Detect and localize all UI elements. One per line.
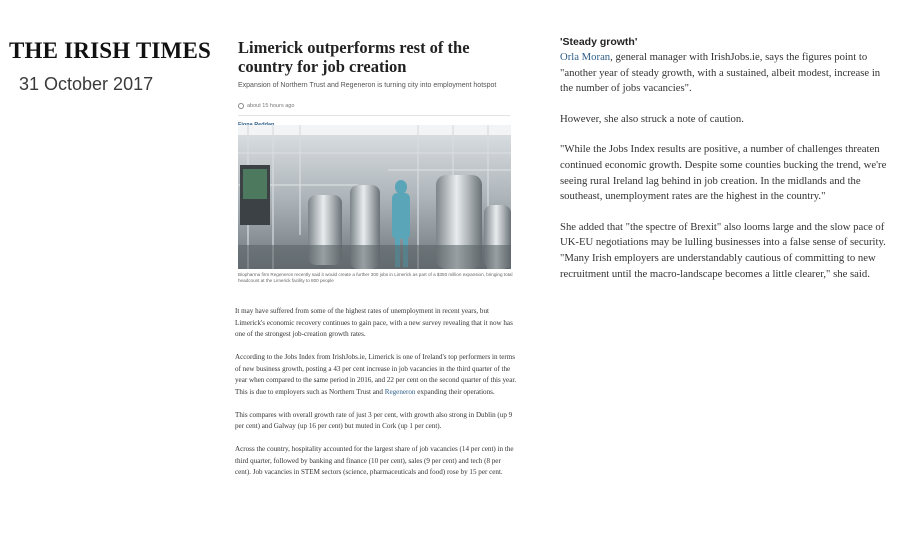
article-header bbox=[238, 38, 518, 128]
clock-icon bbox=[238, 103, 244, 109]
continued-paragraph-1 bbox=[560, 50, 890, 97]
article-standfirst: Expansion of Northern Trust and Regeneron is turning city into employment hotspot bbox=[238, 82, 497, 89]
body-paragraph-3: This compares with overall growth rate of just 3 per cent, with growth also strong in Dublin (up 9 per cent) and Galway (up 16 per cent) but muted in Cork (up 1 per cent). bbox=[235, 410, 513, 430]
body-paragraph-4: Across the country, hospitality accounted for the largest share of job vacancies (14 per cent) in the third quarter, followed by banking and finance (10 per cent), sales (9 per cent) and tech (8 per cent). Job vacancies in STEM sectors (science, pharmaceuticals and food) rose by 15 per cent. bbox=[235, 445, 514, 476]
timestamp-text: about 15 hours ago bbox=[247, 103, 295, 109]
continued-paragraph-4: She added that "the spectre of Brexit" also looms large and the slow pace of UK-EU negotiations may be lulling businesses into a false sense of security. "Many Irish employers are understandably cautious of committing to new recruitment until the macro-landscape becomes a little clearer," she said. bbox=[560, 220, 886, 280]
continued-paragraph-3: "While the Jobs Index results are positive, a number of challenges threaten continued economic growth. Despite some counties bucking the trend, we're seeing rural Ireland lag behind in job creation. In the midlands and the southeast, unemployment rates are the highest in the country." bbox=[560, 143, 887, 203]
body-paragraph-2-text: According to the Jobs Index from IrishJobs.ie, Limerick is one of Ireland's top performers in terms of new business growth, posting a 43 per cent increase in job vacancies in the third quarter of the year when compared to the same period in 2016, and 22 per cent on the second quarter of this year. This is due to employers such as Northern Trust and bbox=[235, 353, 517, 396]
publication-date: 31 October 2017 bbox=[19, 74, 154, 94]
photo-caption: Biopharma firm Regeneron recently said it would create a further 300 jobs in Limerick as part of a $350 million expansion, bringing total headcount at the Limerick facility to 800 people bbox=[238, 272, 513, 284]
article-headline: Limerick outperforms rest of the country for job creation bbox=[238, 38, 470, 76]
divider bbox=[238, 115, 510, 116]
orla-moran-link[interactable]: Orla Moran bbox=[560, 51, 611, 63]
section-subhead: 'Steady growth' bbox=[560, 36, 638, 48]
continued-paragraph-2: However, she also struck a note of caution. bbox=[560, 112, 744, 125]
body-paragraph-2-tail: expanding their operations. bbox=[415, 387, 495, 396]
article-body bbox=[235, 306, 518, 490]
lab-photo bbox=[238, 125, 511, 269]
body-paragraph-2 bbox=[235, 352, 518, 398]
continued-paragraph-1-text: , general manager with IrishJobs.ie, says the figures point to "another year of steady growth, with a sustained, albeit modest, increase in the number of jobs vacancies". bbox=[560, 51, 881, 95]
lab-photo-illustration bbox=[238, 125, 511, 269]
masthead-title: THE IRISH TIMES bbox=[9, 38, 211, 63]
article-timestamp bbox=[238, 103, 518, 109]
regeneron-link[interactable]: Regeneron bbox=[384, 387, 416, 396]
body-paragraph-1: It may have suffered from some of the highest rates of unemployment in recent years, but Limerick's economic recovery continues to gain pace, with a new survey revealing that it now has one of the strongest job-creation growth rates. bbox=[235, 307, 513, 338]
article-continued bbox=[560, 35, 890, 297]
